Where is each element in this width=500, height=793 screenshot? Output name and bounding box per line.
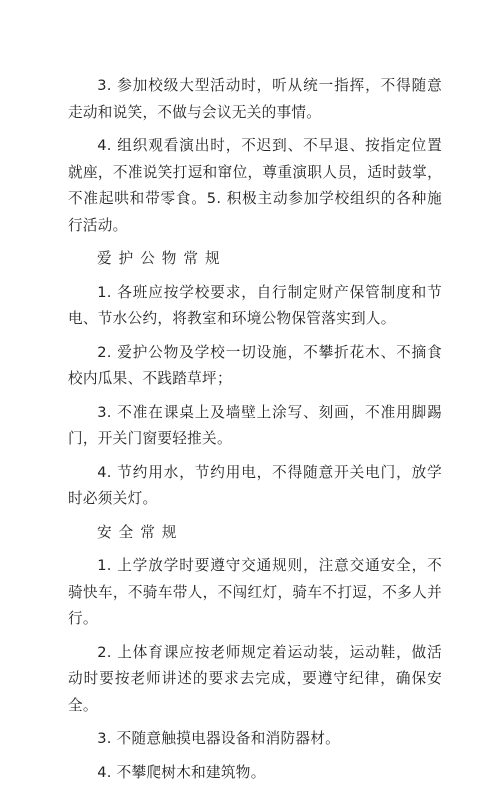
paragraph-rule-4-5: 4. 组织观看演出时，不迟到、不早退、按指定位置就座，不准说笑打逗和窜位，尊重演职人员，适时鼓掌，不准起哄和带零食。5. 积极主动参加学校组织的各种施行活动。 xyxy=(68,137,442,234)
property-rule-4: 4. 节约用水，节约用电，不得随意开关电门，放学时必须关灯。 xyxy=(68,463,442,507)
paragraph-rule-3: 3. 参加校级大型活动时，听从统一指挥，不得随意走动和说笑，不做与会议无关的事情。 xyxy=(68,77,442,121)
property-rule-1: 1. 各班应按学校要求，自行制定财产保管制度和节电、节水公约，将教室和环境公物保管落实到人。 xyxy=(68,283,442,327)
section-heading-safety: 安全常规 xyxy=(97,523,184,541)
property-rule-3: 3. 不准在课桌上及墙壁上涂写、刻画，不准用脚踢门，开关门窗要轻推关。 xyxy=(68,403,442,447)
safety-rule-1: 1. 上学放学时要遵守交通规则，注意交通安全，不骑快车，不骑车带人，不闯红灯，骑车不打逗，不多人并行。 xyxy=(68,557,442,627)
safety-rule-4: 4. 不攀爬树木和建筑物。 xyxy=(97,763,266,781)
property-rule-2: 2. 爱护公物及学校一切设施，不攀折花木、不摘食校内瓜果、不践踏草坪； xyxy=(68,343,442,387)
document-body xyxy=(68,73,442,793)
safety-rule-3: 3. 不随意触摸电器设备和消防器材。 xyxy=(97,730,341,747)
section-heading-property-care: 爱护公物常规 xyxy=(97,250,227,267)
safety-rule-2: 2. 上体育课应按老师规定着运动装，运动鞋，做活动时要按老师讲述的要求去完成，要遵守纪律，确保安全。 xyxy=(68,643,442,714)
